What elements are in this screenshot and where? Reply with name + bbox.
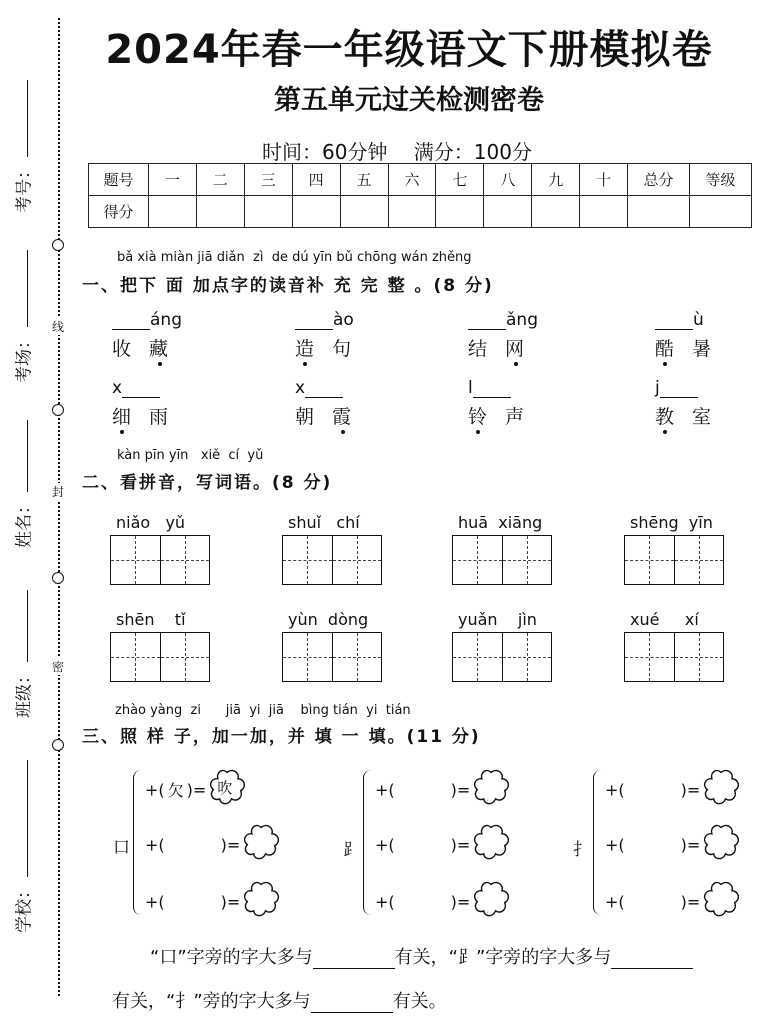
margin-fill-line[interactable] <box>27 250 28 327</box>
equation-row <box>145 888 282 918</box>
sentence-text: 有关，“⻊”字旁的字大多与 <box>394 947 612 968</box>
flower-icon <box>240 821 282 863</box>
word-pinyin: shēng yīn <box>630 513 713 532</box>
word-chars: 细雨 <box>112 406 187 428</box>
flower-icon <box>700 766 742 808</box>
flower-icon <box>470 821 512 863</box>
writing-grid[interactable] <box>452 632 552 682</box>
section2-heading: 二、看拼音，写词语。(8 分) <box>82 473 333 493</box>
score-table-score-row <box>89 196 752 228</box>
score-input-cell[interactable] <box>388 196 436 228</box>
reading-item <box>112 310 232 361</box>
reading-item <box>655 378 768 429</box>
close-paren-equals: )= <box>220 892 241 912</box>
close-paren-equals: )= <box>680 835 701 855</box>
grid-cell[interactable] <box>283 536 332 584</box>
flower-icon <box>470 766 512 808</box>
close-paren-equals: )= <box>680 780 701 800</box>
margin-fill-line[interactable] <box>27 80 28 157</box>
grid-cell[interactable] <box>502 633 551 681</box>
reading-item <box>295 378 415 429</box>
emphasis-dot <box>663 430 667 434</box>
reading-item <box>655 310 768 361</box>
score-header-cell: 七 <box>436 164 484 196</box>
score-input-cell[interactable] <box>292 196 340 228</box>
grid-cell[interactable] <box>453 536 502 584</box>
seal-char: 封 <box>52 485 65 499</box>
score-input-cell[interactable] <box>436 196 484 228</box>
margin-label: 学校： <box>14 882 35 933</box>
score-header-cell: 五 <box>340 164 388 196</box>
sentence-text: 有关，“扌”旁的字大多与 <box>112 991 311 1012</box>
score-header-cell: 二 <box>196 164 244 196</box>
score-input-cell[interactable] <box>580 196 628 228</box>
pinyin-hint: l <box>468 378 473 398</box>
answer-blank[interactable] <box>305 382 343 398</box>
word-pinyin: xué xí <box>630 610 699 629</box>
brace-icon <box>593 770 603 915</box>
radical: 扌 <box>573 840 590 860</box>
reading-item <box>468 378 588 429</box>
answer-blank[interactable] <box>468 314 506 330</box>
close-paren-equals: )= <box>450 835 471 855</box>
pinyin-hint: x <box>295 378 306 398</box>
flower-answer-box[interactable] <box>700 878 742 918</box>
plus-paren: +( <box>145 835 165 855</box>
margin-label: 考号： <box>14 162 35 213</box>
score-header-cell: 三 <box>244 164 292 196</box>
plus-paren: +( <box>605 835 625 855</box>
score-header-cell: 十 <box>580 164 628 196</box>
answer-blank[interactable] <box>112 314 150 330</box>
reading-item <box>468 310 588 361</box>
word-chars: 结网 <box>468 338 543 360</box>
answer-blank[interactable] <box>313 951 395 969</box>
emphasis-dot <box>663 362 667 366</box>
score-input-cell[interactable] <box>196 196 244 228</box>
flower-icon <box>700 878 742 920</box>
margin-fill-line[interactable] <box>27 590 28 662</box>
answer-blank[interactable] <box>611 951 693 969</box>
score-input-cell[interactable] <box>148 196 196 228</box>
reading-item <box>112 378 232 429</box>
grid-cell[interactable] <box>111 633 160 681</box>
answer-blank[interactable] <box>295 314 333 330</box>
close-paren-equals: )= <box>220 835 241 855</box>
flower-answer-box[interactable] <box>470 821 512 861</box>
close-paren-equals: )= <box>450 892 471 912</box>
flower-answer-box[interactable] <box>470 766 512 806</box>
emphasis-dot <box>514 362 518 366</box>
cut-line <box>58 18 60 996</box>
writing-grid[interactable] <box>624 632 724 682</box>
flower-answer-box[interactable] <box>240 878 282 918</box>
margin-fill-line[interactable] <box>27 760 28 877</box>
writing-grid[interactable] <box>282 632 382 682</box>
emphasis-dot <box>303 362 307 366</box>
word-pinyin: yuǎn jìn <box>458 610 537 629</box>
score-table-header-row <box>89 164 752 196</box>
word-chars: 朝霞 <box>295 406 370 428</box>
score-input-cell[interactable] <box>484 196 532 228</box>
close-paren-equals: )= <box>680 892 701 912</box>
grid-cell[interactable] <box>283 633 332 681</box>
score-header-cell: 六 <box>388 164 436 196</box>
binding-hole-icon <box>52 404 64 416</box>
equation-row <box>605 776 742 806</box>
equation-row <box>375 776 512 806</box>
pinyin-hint: x <box>112 378 123 398</box>
answer-blank[interactable] <box>655 314 693 330</box>
equation-row <box>375 831 512 861</box>
score-row-label: 得分 <box>89 196 149 228</box>
flower-icon <box>700 821 742 863</box>
score-input-cell[interactable] <box>244 196 292 228</box>
score-table <box>88 163 752 228</box>
page-title: 2024年春一年级语文下册模拟卷 <box>105 27 713 73</box>
answer-blank[interactable] <box>473 382 511 398</box>
fill-sentence-2 <box>112 987 447 1013</box>
grid-cell[interactable] <box>502 536 551 584</box>
answer-blank[interactable] <box>660 382 698 398</box>
component-blank[interactable]: 欠 <box>167 780 184 800</box>
equation-row <box>605 888 742 918</box>
pinyin-hint: áng <box>150 310 182 330</box>
flower-icon <box>240 878 282 920</box>
seal-char: 密 <box>52 660 65 674</box>
grid-cell[interactable] <box>453 633 502 681</box>
brace-icon <box>133 770 143 915</box>
page-subtitle: 第五单元过关检测密卷 <box>274 85 544 116</box>
emphasis-dot <box>120 430 124 434</box>
brace-icon <box>363 770 373 915</box>
pinyin-line <box>112 378 232 402</box>
score-header-cell: 九 <box>532 164 580 196</box>
score-input-cell[interactable] <box>690 196 752 228</box>
writing-grid[interactable] <box>624 535 724 585</box>
plus-paren: +( <box>375 780 395 800</box>
pinyin-line <box>468 310 588 334</box>
writing-grid[interactable] <box>282 535 382 585</box>
pinyin-line <box>295 378 415 402</box>
grid-cell[interactable] <box>332 536 381 584</box>
score-input-cell[interactable] <box>532 196 580 228</box>
equation-row <box>605 831 742 861</box>
grid-cell[interactable] <box>625 633 674 681</box>
score-header-cell: 题号 <box>89 164 149 196</box>
section1-heading: 一、把下 面 加点字的读音补 充 完 整 。(8 分) <box>82 276 494 296</box>
section1-pinyin: bǎ xià miàn jiā diǎn zì de dú yīn bǔ chōng wán zhěng <box>117 250 472 265</box>
writing-grid[interactable] <box>110 632 210 682</box>
margin-label: 考场： <box>14 332 35 383</box>
answer-blank[interactable] <box>311 995 393 1013</box>
emphasis-dot <box>158 362 162 366</box>
grid-cell[interactable] <box>674 633 723 681</box>
flower-text: 吹 <box>217 779 233 797</box>
score-header-cell: 总分 <box>628 164 690 196</box>
grid-cell[interactable] <box>160 536 209 584</box>
flower-answer-box[interactable] <box>700 821 742 861</box>
plus-paren: +( <box>375 835 395 855</box>
pinyin-hint: j <box>655 378 660 398</box>
pinyin-line <box>295 310 415 334</box>
pinyin-line <box>112 310 232 334</box>
score-header-cell: 一 <box>148 164 196 196</box>
pinyin-hint: ào <box>333 310 354 330</box>
pinyin-hint: ǎng <box>506 310 538 330</box>
equation-row <box>375 888 512 918</box>
word-pinyin: niǎo yǔ <box>116 513 186 532</box>
section3-pinyin: zhào yàng zi jiā yi jiā bìng tián yi tián <box>115 703 411 718</box>
pinyin-line <box>468 378 588 402</box>
grid-cell[interactable] <box>625 536 674 584</box>
pinyin-line <box>655 310 768 334</box>
score-header-cell: 四 <box>292 164 340 196</box>
flower-answer-box[interactable] <box>470 878 512 918</box>
emphasis-dot <box>341 430 345 434</box>
score-header-cell: 等级 <box>690 164 752 196</box>
writing-grid[interactable] <box>110 535 210 585</box>
margin-label: 姓名： <box>14 497 35 548</box>
flower-answer-box[interactable] <box>700 766 742 806</box>
equation-row <box>145 831 282 861</box>
fill-sentence-1 <box>150 943 693 969</box>
grid-cell[interactable] <box>332 633 381 681</box>
margin-label: 班级： <box>14 667 35 718</box>
binding-hole-icon <box>52 739 64 751</box>
grid-cell[interactable] <box>111 536 160 584</box>
pinyin-line <box>655 378 768 402</box>
margin-fill-line[interactable] <box>27 420 28 492</box>
plus-paren: +( <box>145 892 165 912</box>
seal-char: 线 <box>52 320 65 334</box>
score-input-cell[interactable] <box>340 196 388 228</box>
section3-heading: 三、照 样 子，加一加，并 填 一 填。(11 分) <box>82 727 481 747</box>
word-chars: 酷暑 <box>655 338 730 360</box>
flower-icon <box>470 878 512 920</box>
flower-answer-box[interactable] <box>206 766 248 806</box>
word-chars: 收藏 <box>112 338 187 360</box>
binding-hole-icon <box>52 572 64 584</box>
binding-hole-icon <box>52 239 64 251</box>
word-pinyin: shuǐ chí <box>288 513 360 532</box>
equation-row <box>145 776 248 806</box>
score-header-cell: 八 <box>484 164 532 196</box>
word-chars: 造句 <box>295 338 370 360</box>
radical: ⻊ <box>343 840 360 860</box>
time-and-score: 时间：60分钟 满分：100分 <box>262 140 532 164</box>
radical: 口 <box>113 838 130 858</box>
sentence-text: “口”字旁的字大多与 <box>150 947 313 968</box>
grid-cell[interactable] <box>674 536 723 584</box>
plus-paren: +( <box>145 780 165 800</box>
writing-grid[interactable] <box>452 535 552 585</box>
plus-paren: +( <box>375 892 395 912</box>
plus-paren: +( <box>605 892 625 912</box>
plus-paren: +( <box>605 780 625 800</box>
word-chars: 铃声 <box>468 406 543 428</box>
word-pinyin: huā xiāng <box>458 513 543 532</box>
close-paren-equals: )= <box>186 780 207 800</box>
word-pinyin: shēn tǐ <box>116 610 186 629</box>
answer-blank[interactable] <box>122 382 160 398</box>
reading-item <box>295 310 415 361</box>
close-paren-equals: )= <box>450 780 471 800</box>
flower-answer-box[interactable] <box>240 821 282 861</box>
grid-cell[interactable] <box>160 633 209 681</box>
sentence-text: 有关。 <box>392 991 447 1012</box>
pinyin-hint: ù <box>693 310 704 330</box>
word-chars: 教室 <box>655 406 730 428</box>
emphasis-dot <box>476 430 480 434</box>
score-input-cell[interactable] <box>628 196 690 228</box>
word-pinyin: yùn dòng <box>288 610 369 629</box>
section2-pinyin: kàn pīn yīn xiě cí yǔ <box>117 448 264 463</box>
